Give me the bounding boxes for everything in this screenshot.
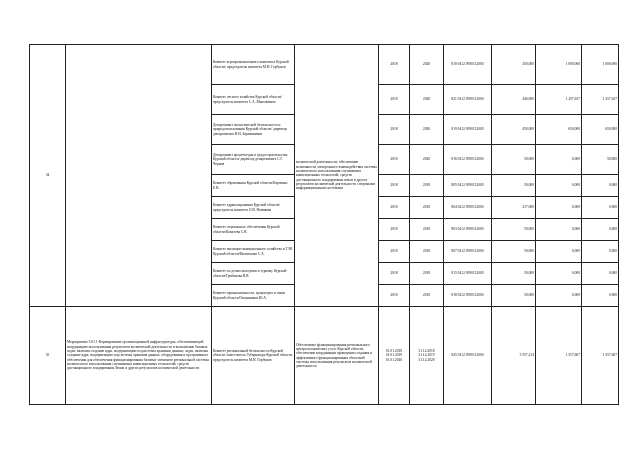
end-year: 2018 — [410, 263, 444, 285]
end-year: 2020 — [410, 145, 444, 175]
end-year: 2020 — [410, 45, 444, 85]
executor-cell: Комитет жилищно-коммунального хозяйства и ТЭК Курской области/Филиппова С.А. — [212, 241, 295, 263]
value-2: 0,000 — [536, 175, 582, 197]
executor-cell: Комитет агропромышленного комплекса Курской области/ председатель комитета М.Н. Горбунов — [212, 45, 295, 85]
budget-code: 816 0412 0950112000 — [444, 145, 492, 175]
budget-table — [29, 44, 619, 405]
value-1: 50,000 — [492, 145, 536, 175]
value-2: 0,000 — [536, 285, 582, 307]
row-number: 35 — [30, 307, 66, 405]
executor-cell: Комитет по делам молодежи и туризму Курской области/Грибанова В.В. — [212, 263, 295, 285]
start-year: 2018 — [379, 263, 410, 285]
end-year: 2018 — [410, 197, 444, 219]
value-3: 0,000 — [582, 285, 619, 307]
measure-cell: Мероприятие 5.01.1 Формирование организационной инфраструктуры, обеспечивающей координацию использования результатов космической деятельности и выполнение базовых задач, включая создание ядра, модернизацию подсистемы хранения данных; задач, включая создание ядра, модернизацию подсистемы хранения данных, оборудования и программного обеспечения для обеспечения функционирования базовых элементов региональной системы космического использования спутниковых навигационных технологий, средств дистанционного зондирования Земли и других результатов космической деятельности — [66, 307, 212, 405]
value-1: 50,000 — [492, 219, 536, 241]
executor-cell: Департамент архитектуры и градостроительства Курской области/ директор департамента С.Г. Чернов — [212, 145, 295, 175]
end-year: 2018 — [410, 219, 444, 241]
value-2: 650,000 — [536, 115, 582, 145]
value-3: 1 257,637 — [582, 85, 619, 115]
value-3: 0,000 — [582, 241, 619, 263]
result-cell: Обеспечение функционирования регионального центра космических услуг Курской области, обеспечение координации проведения создания и эффективного функционирования областной системы использования результатов космической деятельности — [295, 307, 379, 405]
executor-cell: Комитет промышленности, транспорта и связи Курской области/Овсянников Ю.А. — [212, 285, 295, 307]
value-3: 1 000,000 — [582, 45, 619, 85]
start-year: 2018 — [379, 115, 410, 145]
budget-code: 819 0412 0950112000 — [444, 115, 492, 145]
end-date: 31.12.2020 — [418, 357, 435, 362]
start-year: 2018 — [379, 85, 410, 115]
value-1: 50,000 — [492, 263, 536, 285]
budget-code: 845 0412 0950112000 — [444, 307, 492, 405]
start-year: 2018 — [379, 241, 410, 263]
executor-cell: Комитет здравоохранения Курской области/ председатель комитета О.В. Новикова — [212, 197, 295, 219]
value-2: 1 557,607 — [536, 307, 582, 405]
value-1: 217,000 — [492, 197, 536, 219]
table-row — [30, 45, 619, 85]
executor-cell: Департамент экологической безопасности и природопользования Курской области/ директор департамента В.И. Барышников — [212, 115, 295, 145]
start-year: 2018 — [379, 219, 410, 241]
value-2: 1 000,000 — [536, 45, 582, 85]
value-2: 1 257,637 — [536, 85, 582, 115]
start-year: 2018 — [379, 175, 410, 197]
end-date: 31.12.2019 — [418, 353, 435, 358]
value-3: 1 557,607 — [582, 307, 619, 405]
value-3: 0,000 — [582, 263, 619, 285]
value-2: 0,000 — [536, 263, 582, 285]
value-3: 0,000 — [582, 175, 619, 197]
budget-code: 818 0412 0950112000 — [444, 285, 492, 307]
end-year: 2018 — [410, 285, 444, 307]
value-2: 0,000 — [536, 145, 582, 175]
budget-code: 807 0412 0950112000 — [444, 241, 492, 263]
budget-code: 815 0412 0950112000 — [444, 263, 492, 285]
end-dates — [410, 307, 444, 405]
budget-code: 821 0412 0950112000 — [444, 85, 492, 115]
start-date: 01.01.2020 — [385, 357, 403, 362]
start-dates — [379, 307, 410, 405]
budget-code: 810 0412 0950112000 — [444, 45, 492, 85]
end-year: 2018 — [410, 241, 444, 263]
value-2: 0,000 — [536, 219, 582, 241]
result-cell: космической деятельности; обеспечение возможности электронного взаимодействия системы космического использования спутниковых навигационных технологий, средств дистанционного зондирования земли и других результатов космической деятельности с ведомыми информационными системами — [295, 45, 379, 307]
start-year: 2018 — [379, 145, 410, 175]
value-3: 50,000 — [582, 145, 619, 175]
value-3: 0,000 — [582, 197, 619, 219]
value-3: 0,000 — [582, 219, 619, 241]
start-date: 01.01.2019 — [385, 353, 403, 358]
value-1: 50,000 — [492, 175, 536, 197]
budget-code: 804 0412 0950112000 — [444, 197, 492, 219]
value-1: 5 557,214 — [492, 307, 536, 405]
value-1: 450,000 — [492, 115, 536, 145]
executor-cell: Комитет лесного хозяйства Курской области/председатель комитета С.А. Максименко — [212, 85, 295, 115]
table-row — [30, 307, 619, 405]
value-3: 650,000 — [582, 115, 619, 145]
value-1: 450,000 — [492, 45, 536, 85]
end-year: 2020 — [410, 115, 444, 145]
start-year: 2018 — [379, 45, 410, 85]
executor-cell: Комитет региональной безопасности Курской области /заместитель Губернатора Курской области, председатель комитета М.Н. Горбунов — [212, 307, 295, 405]
value-2: 0,000 — [536, 241, 582, 263]
value-1: 50,000 — [492, 285, 536, 307]
value-2: 0,000 — [536, 197, 582, 219]
start-year: 2018 — [379, 197, 410, 219]
start-year: 2018 — [379, 285, 410, 307]
value-1: 50,000 — [492, 241, 536, 263]
value-1: 446,000 — [492, 85, 536, 115]
budget-code: 803 0412 0950112000 — [444, 219, 492, 241]
end-year: 2018 — [410, 175, 444, 197]
row-number: 34 — [30, 45, 66, 307]
budget-code: 805 0412 0950112000 — [444, 175, 492, 197]
end-date: 31.12.2018 — [418, 349, 435, 354]
start-date: 01.01.2018 — [385, 349, 403, 354]
end-year: 2020 — [410, 85, 444, 115]
measure-cell — [66, 45, 212, 307]
executor-cell: Комитет социального обеспечения Курской области/Ковалева С.В. — [212, 219, 295, 241]
executor-cell: Комитет образования Курской области/Карченко Е.В. — [212, 175, 295, 197]
